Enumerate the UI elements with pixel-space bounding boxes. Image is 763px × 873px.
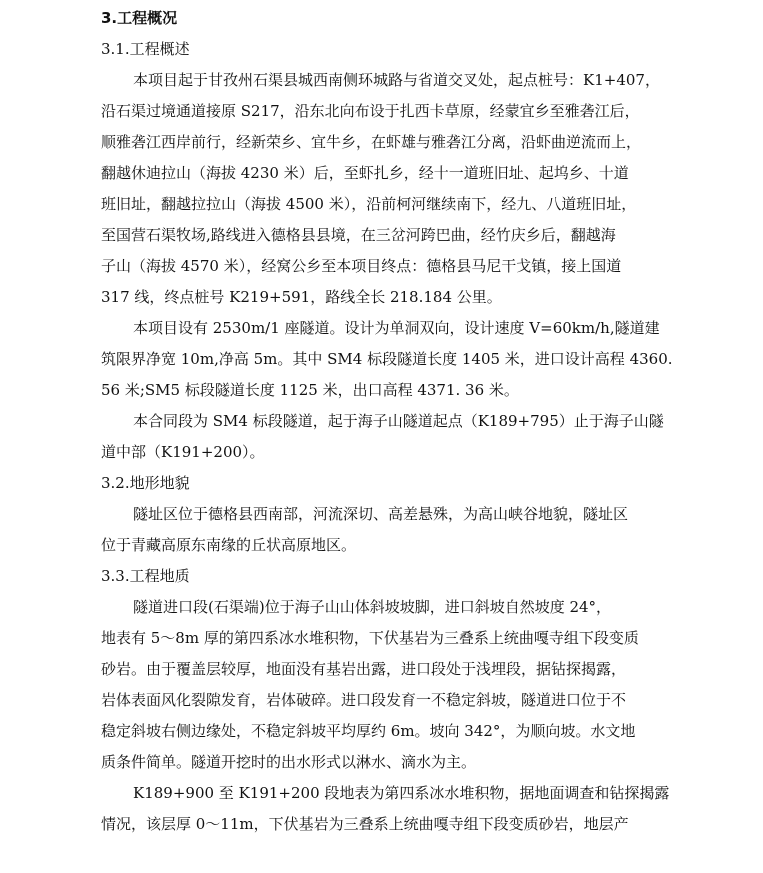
paragraph-line: 翻越休迪拉山（海拔 4230 米）后，至虾扎乡，经十一道班旧址、起坞乡、十道: [101, 164, 629, 182]
paragraph-line: 56 米;SM5 标段隧道长度 1125 米，出口高程 4371. 36 米。: [101, 381, 519, 399]
paragraph-line: 质条件简单。隧道开挖时的出水形式以淋水、滴水为主。: [101, 753, 477, 771]
paragraph-line: 本项目起于甘孜州石渠县城西南侧环城路与省道交叉处，起点桩号：K1+407，: [133, 71, 660, 89]
paragraph-line: 岩体表面风化裂隙发育，岩体破碎。进口段发育一不稳定斜坡，隧道进口位于不: [101, 691, 627, 709]
paragraph-line: 隧道进口段(石渠端)位于海子山山体斜坡坡脚，进口斜坡自然坡度 24°，: [133, 598, 612, 616]
paragraph-line: 317 线，终点桩号 K219+591，路线全长 218.184 公里。: [101, 288, 502, 306]
section-title-3-1: 3.1.工程概述: [101, 40, 190, 58]
paragraph-line: 至国营石渠牧场,路线进入德格县县境，在三岔河跨巴曲，经竹庆乡后，翻越海: [101, 226, 616, 244]
paragraph-line: 筑限界净宽 10m,净高 5m。其中 SM4 标段隧道长度 1405 米，进口设计高程 4360.: [101, 350, 673, 368]
paragraph-line: 班旧址，翻越拉拉山（海拔 4500 米），沿前柯河继续南下，经九、八道班旧址，: [101, 195, 637, 213]
paragraph-line: K189+900 至 K191+200 段地表为第四系冰水堆积物，据地面调查和钻探揭露: [133, 784, 670, 802]
paragraph-line: 砂岩。由于覆盖层较厚，地面没有基岩出露，进口段处于浅埋段，据钻探揭露，: [101, 660, 627, 678]
section-title-3-3: 3.3.工程地质: [101, 567, 190, 585]
paragraph-line: 位于青藏高原东南缘的丘状高原地区。: [101, 536, 357, 554]
paragraph-line: 顺雅砻江西岸前行，经新荣乡、宜牛乡，在虾雄与雅砻江分离，沿虾曲逆流而上，: [101, 133, 642, 151]
paragraph-line: 本合同段为 SM4 标段隧道，起于海子山隧道起点（K189+795）止于海子山隧: [133, 412, 664, 430]
paragraph-line: 道中部（K191+200）。: [101, 443, 265, 461]
paragraph-line: 沿石渠过境通道接原 S217，沿东北向布设于扎西卡草原，经蒙宜乡至雅砻江后，: [101, 102, 640, 120]
paragraph-line: 隧址区位于德格县西南部，河流深切、高差悬殊，为高山峡谷地貌，隧址区: [133, 505, 629, 523]
paragraph-line: 地表有 5～8m 厚的第四系冰水堆积物，下伏基岩为三叠系上统曲嘎寺组下段变质: [101, 629, 639, 647]
paragraph-line: 稳定斜坡右侧边缘处，不稳定斜坡平均厚约 6m。坡向 342°，为顺向坡。水文地: [101, 722, 636, 740]
document-heading: 3.工程概况: [101, 9, 178, 27]
section-title-3-2: 3.2.地形地貌: [101, 474, 190, 492]
paragraph-line: 本项目设有 2530m/1 座隧道。设计为单洞双向，设计速度 V=60km/h,隧道建: [133, 319, 660, 337]
paragraph-line: 情况，该层厚 0～11m，下伏基岩为三叠系上统曲嘎寺组下段变质砂岩，地层产: [101, 815, 629, 833]
paragraph-line: 子山（海拔 4570 米），经窝公乡至本项目终点：德格县马尼干戈镇，接上国道: [101, 257, 622, 275]
